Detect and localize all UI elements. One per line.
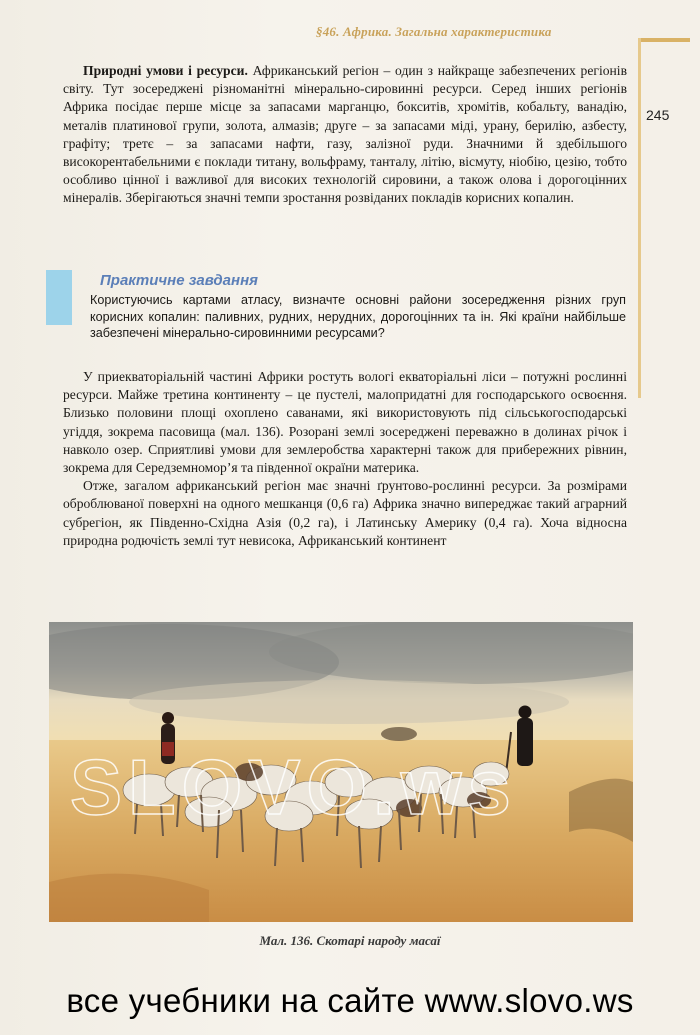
section-land-resources (63, 368, 627, 550)
site-watermark: все учебники на сайте www.slovo.ws (66, 982, 634, 1019)
practical-task-text: Користуючись картами атласу, визначте основні райони зосередження різних груп корисних копалин: паливних, рудних, нерудних, дорогоцінних та ін. Які країни найбільше забезпечені мінерально-сировинними ресурсами? (90, 293, 626, 340)
task-marker-bar (46, 270, 72, 325)
paragraph-vegetation: У приекваторіальній частині Африки ростуть вологі екваторіальні ліси – потужні рослинні ресурси. Майже третина континенту – це пустелі, малопридатні для господарського освоєння. Близько половини площі охоплено саванами, які використовують під сільськогосподарські угіддя, зокрема пасовища (мал. 136). Розорані землі зосереджені переважно в долинах річок і навколо озер. Сприятливі умови для землеробства характерні також для прибережних рівнин, зокрема для Середземномор’я та південної окраїни материка. (63, 369, 627, 476)
photo-watermark: SLOVO.ws (70, 743, 517, 831)
running-title: §46. Африка. Загальна характеристика (316, 24, 552, 39)
practical-task-title: Практичне завдання (100, 272, 258, 289)
page-number: 245 (646, 107, 670, 123)
header-rule (638, 38, 690, 42)
section-lead: Природні умови і ресурси. (83, 63, 248, 78)
figure-caption: Мал. 136. Скотарі народу масаї (259, 933, 441, 948)
margin-rule (638, 38, 641, 398)
section-body: Африканський регіон – один з найкраще забезпечених регіонів світу. Тут зосереджені різноманітні мінерально-сировинні ресурси. Серед інших регіонів Африка посідає перше місце за запасами марганцю, бокситів, хромітів, кобальту, ванадію, металів платинової групи, золота, алмазів; друге – за запасами міді, урану, берилію, азбесту, графіту; третє – за запасами нафти, газу, залізної руди. Значними й здебільшого високорентабельними є поклади титану, вольфраму, танталу, літію, вісмуту, ніобію, цезію, тобто особливо цінної і важливої для високих технологій сировини, а також олова і дорогоцінних мінералів. Зберігаються значні темпи зростання розвіданих покладів корисних копалин. (63, 63, 627, 206)
section-natural-resources (63, 62, 627, 208)
paragraph-soil: Отже, загалом африканський регіон має значні ґрунтово-рослинні ресурси. За розмірами оброблюваної поверхні на одного мешканця (0,6 га) Африка значно випереджає такий аграрний субрегіон, як Південно-Східна Азія (0,2 га), і Латинську Америку (0,4 га). Хоча відносна природна родючість землі тут невисока, Африканський континент (63, 478, 627, 548)
